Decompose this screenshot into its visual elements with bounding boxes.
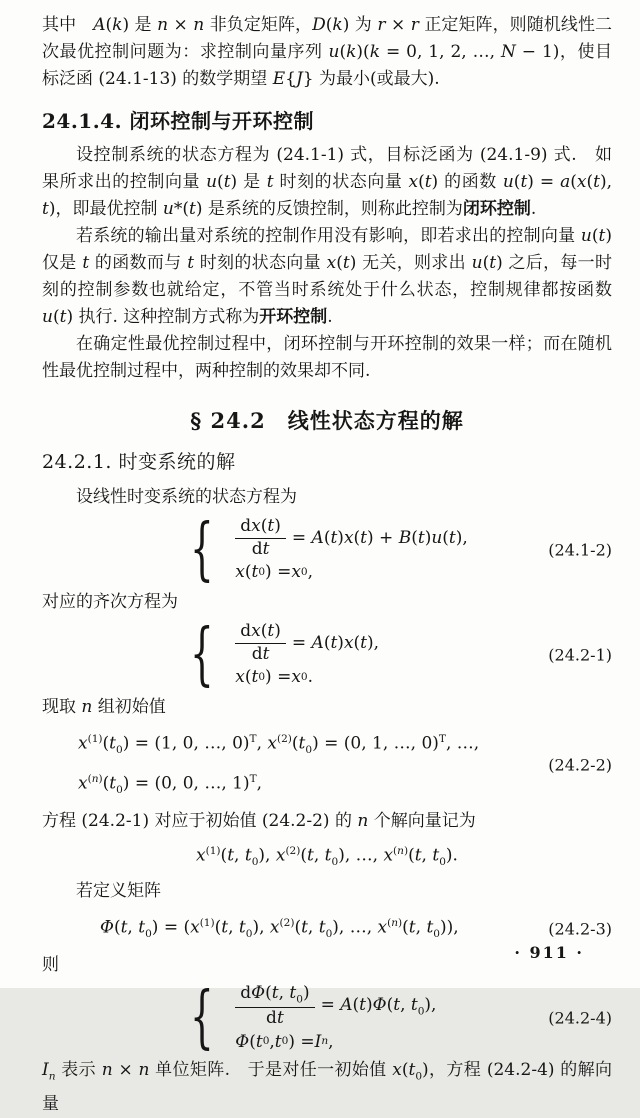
- equation-number: (24.2-4): [548, 1008, 612, 1028]
- equation-initial-condition: x ( t 0 ) = x 0 .: [235, 667, 314, 688]
- fraction: [235, 984, 314, 1028]
- initial-vectors-line-1: $x^{(1)}(t_0) = (1$, 0, …, 0)$^T$, $x^{(2)}(t_0) = (0$, 1, …, 0)$^T$, …,: [78, 733, 480, 757]
- paragraph-define-matrix: 若定义矩阵: [76, 881, 161, 902]
- paragraph-identity-matrix: $I_n$ 表示 n × n 单位矩阵. 于是对任一初始值 $x(t_0)$，方程 (24.2-4) 的解向量: [42, 1060, 612, 1114]
- paragraph-initial-values: 现取 n 组初始值: [42, 697, 166, 717]
- paragraph-tv-intro: 设线性时变系统的状态方程为: [76, 487, 297, 507]
- left-brace-icon: {: [190, 978, 214, 1058]
- equation-24-2-3: [42, 910, 612, 947]
- section-heading-24-2-1: 24.2.1. 时变系统的解: [42, 451, 236, 473]
- equation-number: (24.2-2): [548, 755, 612, 775]
- equation-initial-condition: x ( t 0 ) = x 0 ,: [235, 562, 314, 583]
- equation-24-2-2: [42, 726, 612, 803]
- equation-rhs: = A(t)Φ(t, $t_0$),: [320, 994, 437, 1018]
- fraction-denominator: dt: [251, 643, 270, 664]
- paragraph-homogeneous: 对应的齐次方程为: [42, 592, 178, 612]
- paragraph-compare: 在确定性最优控制过程中，闭环控制与开环控制的效果一样；而在随机性最优控制过程中，两种控制的效果却不同.: [42, 334, 612, 381]
- transition-matrix-definition: Φ(t, $t_0) = (x^{(1)}(t$, $t_0$), $x^{(2)}(t$, $t_0$), …, $x^{(n)}(t$, $t_0$)),: [100, 917, 459, 941]
- equation-number: (24.1-2): [548, 540, 612, 560]
- page-number: · 911 ·: [514, 943, 584, 962]
- equation-rhs: = A(t)x(t),: [291, 633, 380, 654]
- fraction-numerator: dΦ(t, $t_0$): [235, 984, 314, 1008]
- left-brace-icon: {: [190, 510, 214, 589]
- equation-number: (24.2-1): [548, 645, 612, 665]
- paragraph-open-loop: 若系统的输出量对系统的控制作用没有影响，即若求出的控制向量 u(t) 仅是 t 的函数而与 t 时刻的状态向量 x(t) 无关，则求出 u(t) 之后，每一时刻的控制参数也就给定，不管当时系统处于什么状态，控制规律都按函数 u(t) 执行. 这种控制方式称为开环控制.: [42, 226, 612, 327]
- equation-24-2-4: [42, 978, 612, 1058]
- fraction-numerator: dx(t): [235, 622, 286, 644]
- solution-vectors-list: $x^{(1)}(t$, $t_0$), $x^{(2)}(t$, $t_0$), …, $x^{(n)}(t$, $t_0$).: [196, 845, 458, 869]
- fraction: [235, 517, 286, 559]
- fraction: [235, 622, 286, 664]
- fraction-denominator: dt: [266, 1007, 284, 1028]
- section-heading-24-2: § 24.2 线性状态方程的解: [190, 408, 464, 433]
- paragraph-solution-vectors: 方程 (24.2-1) 对应于初始值 (24.2-2) 的 n 个解向量记为: [42, 811, 476, 832]
- equation-number: (24.2-3): [548, 919, 612, 939]
- equation-initial-condition: Φ ( t 0 , t 0 ) = I n ,: [235, 1031, 334, 1052]
- paragraph-intro: 其中 A(k) 是 n × n 非负定矩阵，D(k) 为 r × r 正定矩阵，则随机线性二次最优控制问题为：求控制向量序列 u(k)(k = 0, 1, 2, …, N − 1)，使目标泛函 (24.1-13) 的数学期望 E{J} 为最小(或最大).: [42, 15, 613, 89]
- fraction-denominator: dt: [251, 538, 270, 559]
- paragraph-then: 则: [42, 955, 59, 976]
- initial-vectors-line-2: $x^{(n)}(t_0) = (0$, 0, …, 1)$^T$,: [78, 773, 263, 797]
- equation-24-1-2: [42, 510, 612, 589]
- left-brace-icon: {: [190, 615, 214, 694]
- equation-24-2-1: [42, 615, 612, 694]
- section-heading-24-1-4: 24.1.4. 闭环控制与开环控制: [42, 109, 315, 133]
- paragraph-closed-loop: 设控制系统的状态方程为 (24.1-1) 式，目标泛函为 (24.1-9) 式. 如果所求出的控制向量 u(t) 是 t 时刻的状态向量 x(t) 的函数 u(t) = a(x(t), t)，即最优控制 u*(t) 是系统的反馈控制，则称此控制为闭环控制.: [42, 145, 613, 219]
- fraction-numerator: dx(t): [235, 517, 286, 539]
- equation-rhs: = A(t)x(t) + B(t)u(t),: [291, 528, 468, 549]
